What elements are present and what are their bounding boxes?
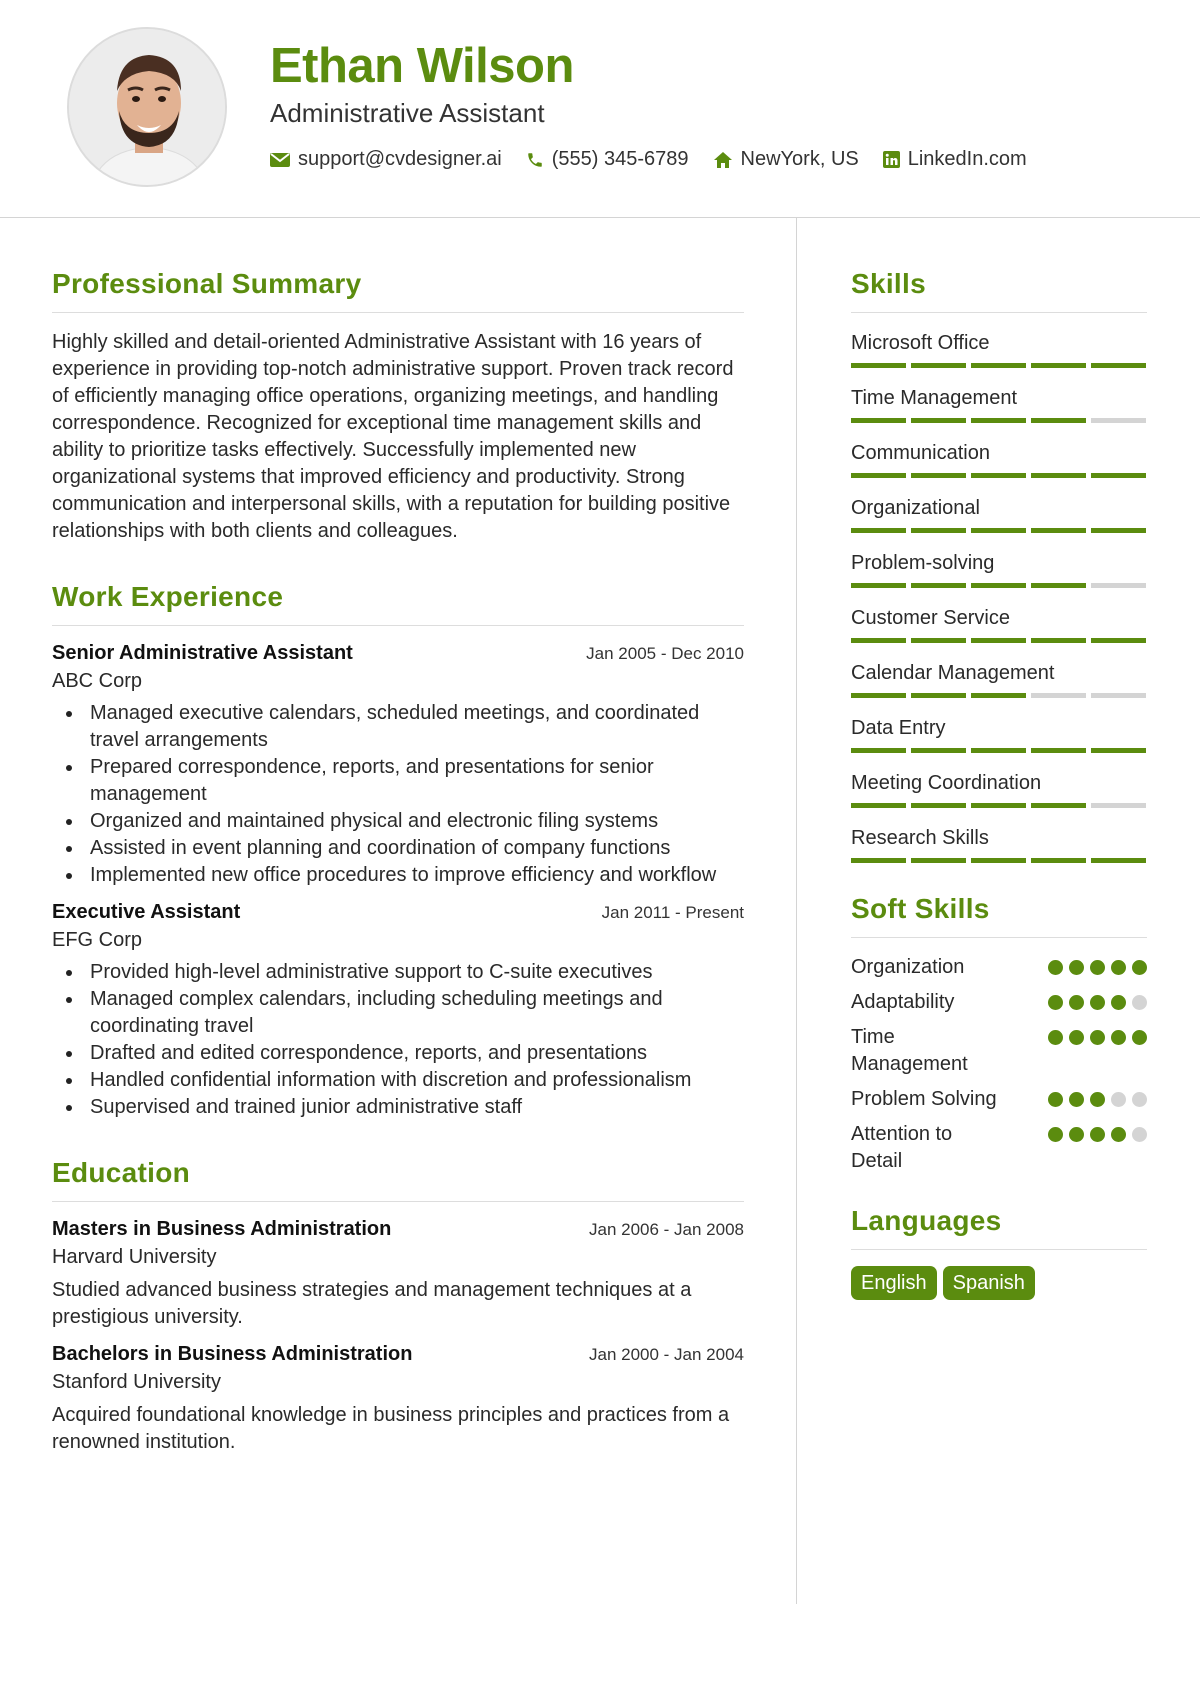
skill-segment-filled xyxy=(911,638,966,643)
phone-icon xyxy=(526,151,544,169)
skill-segment-filled xyxy=(851,638,906,643)
skill-item xyxy=(851,604,1147,643)
rating-dot-empty xyxy=(1132,1127,1147,1142)
skills-section xyxy=(851,268,1147,863)
summary-section xyxy=(52,268,744,545)
skill-segment-filled xyxy=(971,363,1026,368)
experience-section xyxy=(52,581,744,1121)
soft-skill-name: Problem Solving xyxy=(851,1088,997,1110)
linkedin-icon xyxy=(883,151,900,168)
soft-skill-rating xyxy=(1048,1127,1147,1142)
list-item: Organized and maintained physical and electronic filing systems xyxy=(52,808,744,835)
envelope-icon xyxy=(270,152,290,168)
rating-dot-filled xyxy=(1069,1030,1084,1045)
skill-segment-filled xyxy=(1031,528,1086,533)
skill-name: Microsoft Office xyxy=(851,332,990,354)
candidate-title: Administrative Assistant xyxy=(270,98,545,128)
languages-heading: Languages xyxy=(851,1205,1147,1250)
rating-dot-filled xyxy=(1069,1092,1084,1107)
skill-segment-filled xyxy=(851,583,906,588)
skill-name: Calendar Management xyxy=(851,662,1055,684)
soft-skill-item xyxy=(851,954,1147,981)
soft-skill-rating xyxy=(1048,1030,1147,1045)
job-title: Senior Administrative Assistant xyxy=(52,642,353,664)
main-column xyxy=(52,268,744,1456)
rating-dot-filled xyxy=(1048,960,1063,975)
skill-name: Customer Service xyxy=(851,607,1010,629)
list-item: Assisted in event planning and coordination of company functions xyxy=(52,835,744,862)
soft-skill-name: Time Management xyxy=(851,1026,968,1075)
skill-segment-filled xyxy=(911,748,966,753)
skill-segment-empty xyxy=(1091,693,1146,698)
job-bullets xyxy=(52,959,744,1121)
rating-dot-filled xyxy=(1069,1127,1084,1142)
soft-skill-name: Adaptability xyxy=(851,991,955,1013)
skill-segment-filled xyxy=(1031,363,1086,368)
skill-segment-filled xyxy=(971,803,1026,808)
list-item: Supervised and trained junior administrative staff xyxy=(52,1094,744,1121)
skill-segment-filled xyxy=(851,858,906,863)
skill-item xyxy=(851,329,1147,368)
column-divider xyxy=(796,218,797,1604)
skill-item xyxy=(851,439,1147,478)
skill-segment-filled xyxy=(971,473,1026,478)
skill-name: Meeting Coordination xyxy=(851,772,1042,794)
rating-dot-filled xyxy=(1090,1092,1105,1107)
skill-name: Time Management xyxy=(851,387,1017,409)
job-date: Jan 2005 - Dec 2010 xyxy=(586,644,744,663)
job-company: EFG Corp xyxy=(52,929,143,951)
experience-heading: Work Experience xyxy=(52,581,744,626)
list-item: Prepared correspondence, reports, and presentations for senior management xyxy=(52,754,744,808)
skill-name: Problem-solving xyxy=(851,552,995,574)
soft-skills-section xyxy=(851,893,1147,1175)
degree-title: Masters in Business Administration xyxy=(52,1218,392,1240)
rating-dot-filled xyxy=(1090,995,1105,1010)
list-item: Managed complex calendars, including scheduling meetings and coordinating travel xyxy=(52,986,744,1040)
soft-skill-rating xyxy=(1048,1092,1147,1107)
rating-dot-filled xyxy=(1090,1127,1105,1142)
list-item: Managed executive calendars, scheduled meetings, and coordinated travel arrangements xyxy=(52,700,744,754)
list-item: Implemented new office procedures to improve efficiency and workflow xyxy=(52,862,744,889)
email-text: support@cvdesigner.ai xyxy=(298,148,502,170)
contact-phone[interactable] xyxy=(526,148,689,171)
skill-name: Data Entry xyxy=(851,717,946,739)
rating-dot-filled xyxy=(1111,995,1126,1010)
job-entry xyxy=(52,642,744,889)
rating-dot-filled xyxy=(1069,960,1084,975)
skill-level-bar xyxy=(851,528,1147,533)
phone-text: (555) 345-6789 xyxy=(551,148,689,170)
skill-item xyxy=(851,384,1147,423)
rating-dot-filled xyxy=(1048,1030,1063,1045)
skill-segment-filled xyxy=(1091,748,1146,753)
language-tag: English xyxy=(851,1266,937,1300)
skill-name: Communication xyxy=(851,442,990,464)
skill-level-bar xyxy=(851,858,1147,863)
list-item: Handled confidential information with discretion and professionalism xyxy=(52,1067,744,1094)
sidebar-column xyxy=(851,268,1147,1300)
skill-segment-filled xyxy=(851,528,906,533)
skill-segment-filled xyxy=(971,858,1026,863)
skill-segment-filled xyxy=(1091,473,1146,478)
skill-segment-filled xyxy=(911,583,966,588)
skill-level-bar xyxy=(851,803,1147,808)
contact-email[interactable] xyxy=(270,148,502,171)
job-title: Executive Assistant xyxy=(52,901,241,923)
skill-segment-filled xyxy=(971,748,1026,753)
skill-segment-filled xyxy=(1091,528,1146,533)
rating-dot-filled xyxy=(1069,995,1084,1010)
skill-level-bar xyxy=(851,473,1147,478)
skill-level-bar xyxy=(851,363,1147,368)
education-entry xyxy=(52,1218,744,1331)
skill-level-bar xyxy=(851,583,1147,588)
rating-dot-filled xyxy=(1132,1030,1147,1045)
education-date: Jan 2006 - Jan 2008 xyxy=(588,1220,744,1239)
languages-section xyxy=(851,1205,1147,1300)
skill-level-bar xyxy=(851,693,1147,698)
rating-dot-filled xyxy=(1111,1030,1126,1045)
summary-heading: Professional Summary xyxy=(52,268,744,313)
skill-segment-filled xyxy=(911,473,966,478)
skill-level-bar xyxy=(851,748,1147,753)
skill-segment-filled xyxy=(911,363,966,368)
skills-list xyxy=(851,329,1147,863)
skill-name: Organizational xyxy=(851,497,980,519)
rating-dot-empty xyxy=(1132,995,1147,1010)
skill-segment-filled xyxy=(851,693,906,698)
education-date: Jan 2000 - Jan 2004 xyxy=(588,1345,744,1364)
skill-segment-filled xyxy=(971,528,1026,533)
skill-segment-filled xyxy=(851,803,906,808)
skill-segment-filled xyxy=(1031,638,1086,643)
skill-segment-filled xyxy=(971,693,1026,698)
skill-segment-filled xyxy=(971,583,1026,588)
skill-segment-filled xyxy=(1031,583,1086,588)
rating-dot-filled xyxy=(1090,1030,1105,1045)
soft-skill-rating xyxy=(1048,960,1147,975)
avatar-photo-icon xyxy=(69,29,227,187)
skill-segment-filled xyxy=(1031,418,1086,423)
contact-linkedin[interactable] xyxy=(883,148,1027,171)
skill-segment-filled xyxy=(911,693,966,698)
skill-level-bar xyxy=(851,418,1147,423)
skill-segment-filled xyxy=(1091,858,1146,863)
candidate-name: Ethan Wilson xyxy=(270,39,574,93)
rating-dot-empty xyxy=(1111,1092,1126,1107)
skill-segment-filled xyxy=(911,858,966,863)
skill-item xyxy=(851,494,1147,533)
contact-row xyxy=(270,148,1051,171)
skill-segment-filled xyxy=(1031,748,1086,753)
skill-item xyxy=(851,824,1147,863)
soft-skill-name: Organization xyxy=(851,956,965,978)
skill-segment-filled xyxy=(851,748,906,753)
soft-skill-rating xyxy=(1048,995,1147,1010)
degree-title: Bachelors in Business Administration xyxy=(52,1343,413,1365)
education-description: Studied advanced business strategies and management techniques at a prestigious university. xyxy=(52,1279,692,1328)
skill-item xyxy=(851,769,1147,808)
rating-dot-filled xyxy=(1048,1092,1063,1107)
soft-skills-heading: Soft Skills xyxy=(851,893,1147,938)
skill-segment-filled xyxy=(1091,638,1146,643)
skills-heading: Skills xyxy=(851,268,1147,313)
resume-header xyxy=(0,0,1200,218)
skill-segment-empty xyxy=(1091,803,1146,808)
rating-dot-empty xyxy=(1132,1092,1147,1107)
soft-skill-item xyxy=(851,1121,1147,1175)
job-date: Jan 2011 - Present xyxy=(601,903,744,922)
skill-name: Research Skills xyxy=(851,827,989,849)
education-heading: Education xyxy=(52,1157,744,1202)
summary-text: Highly skilled and detail-oriented Administrative Assistant with 16 years of experience in providing top-notch administrative support. Proven track record of efficiently managing office operations, organizing meetings, and handling correspondence. Recognized for exceptional time management skills and ability to prioritize tasks effectively. Successfully implemented new organizational systems that improved efficiency and productivity. Strong communication and interpersonal skills, with a reputation for building positive relationships with both clients and colleagues. xyxy=(52,331,734,542)
home-icon xyxy=(713,151,733,169)
skill-segment-empty xyxy=(1091,418,1146,423)
skill-segment-filled xyxy=(971,638,1026,643)
rating-dot-filled xyxy=(1048,995,1063,1010)
education-section xyxy=(52,1157,744,1456)
rating-dot-filled xyxy=(1048,1127,1063,1142)
skill-segment-filled xyxy=(1091,363,1146,368)
skill-item xyxy=(851,714,1147,753)
rating-dot-filled xyxy=(1090,960,1105,975)
school-name: Stanford University xyxy=(52,1371,221,1393)
education-description: Acquired foundational knowledge in business principles and practices from a renowned institution. xyxy=(52,1404,730,1453)
skill-segment-filled xyxy=(1031,473,1086,478)
soft-skill-item xyxy=(851,1024,1147,1078)
linkedin-text: LinkedIn.com xyxy=(907,148,1027,170)
job-entry xyxy=(52,901,744,1121)
skill-segment-filled xyxy=(911,528,966,533)
skill-segment-filled xyxy=(971,418,1026,423)
skill-segment-empty xyxy=(1091,583,1146,588)
job-company: ABC Corp xyxy=(52,670,143,692)
job-bullets xyxy=(52,700,744,889)
rating-dot-filled xyxy=(1111,1127,1126,1142)
skill-segment-filled xyxy=(851,418,906,423)
rating-dot-filled xyxy=(1111,960,1126,975)
skill-segment-empty xyxy=(1031,693,1086,698)
skill-segment-filled xyxy=(911,803,966,808)
skill-item xyxy=(851,659,1147,698)
skill-segment-filled xyxy=(1031,803,1086,808)
soft-skill-name: Attention to Detail xyxy=(851,1123,953,1172)
skill-segment-filled xyxy=(851,473,906,478)
list-item: Drafted and edited correspondence, reports, and presentations xyxy=(52,1040,744,1067)
soft-skill-item xyxy=(851,1086,1147,1113)
soft-skill-item xyxy=(851,989,1147,1016)
education-entry xyxy=(52,1343,744,1456)
rating-dot-filled xyxy=(1132,960,1147,975)
school-name: Harvard University xyxy=(52,1246,217,1268)
skill-segment-filled xyxy=(911,418,966,423)
list-item: Provided high-level administrative support to C-suite executives xyxy=(52,959,744,986)
skill-segment-filled xyxy=(851,363,906,368)
skill-segment-filled xyxy=(1031,858,1086,863)
skill-level-bar xyxy=(851,638,1147,643)
language-tags xyxy=(851,1266,1147,1300)
contact-location xyxy=(713,148,859,171)
language-tag: Spanish xyxy=(943,1266,1035,1300)
avatar xyxy=(67,27,227,187)
location-text: NewYork, US xyxy=(740,148,859,170)
skill-item xyxy=(851,549,1147,588)
